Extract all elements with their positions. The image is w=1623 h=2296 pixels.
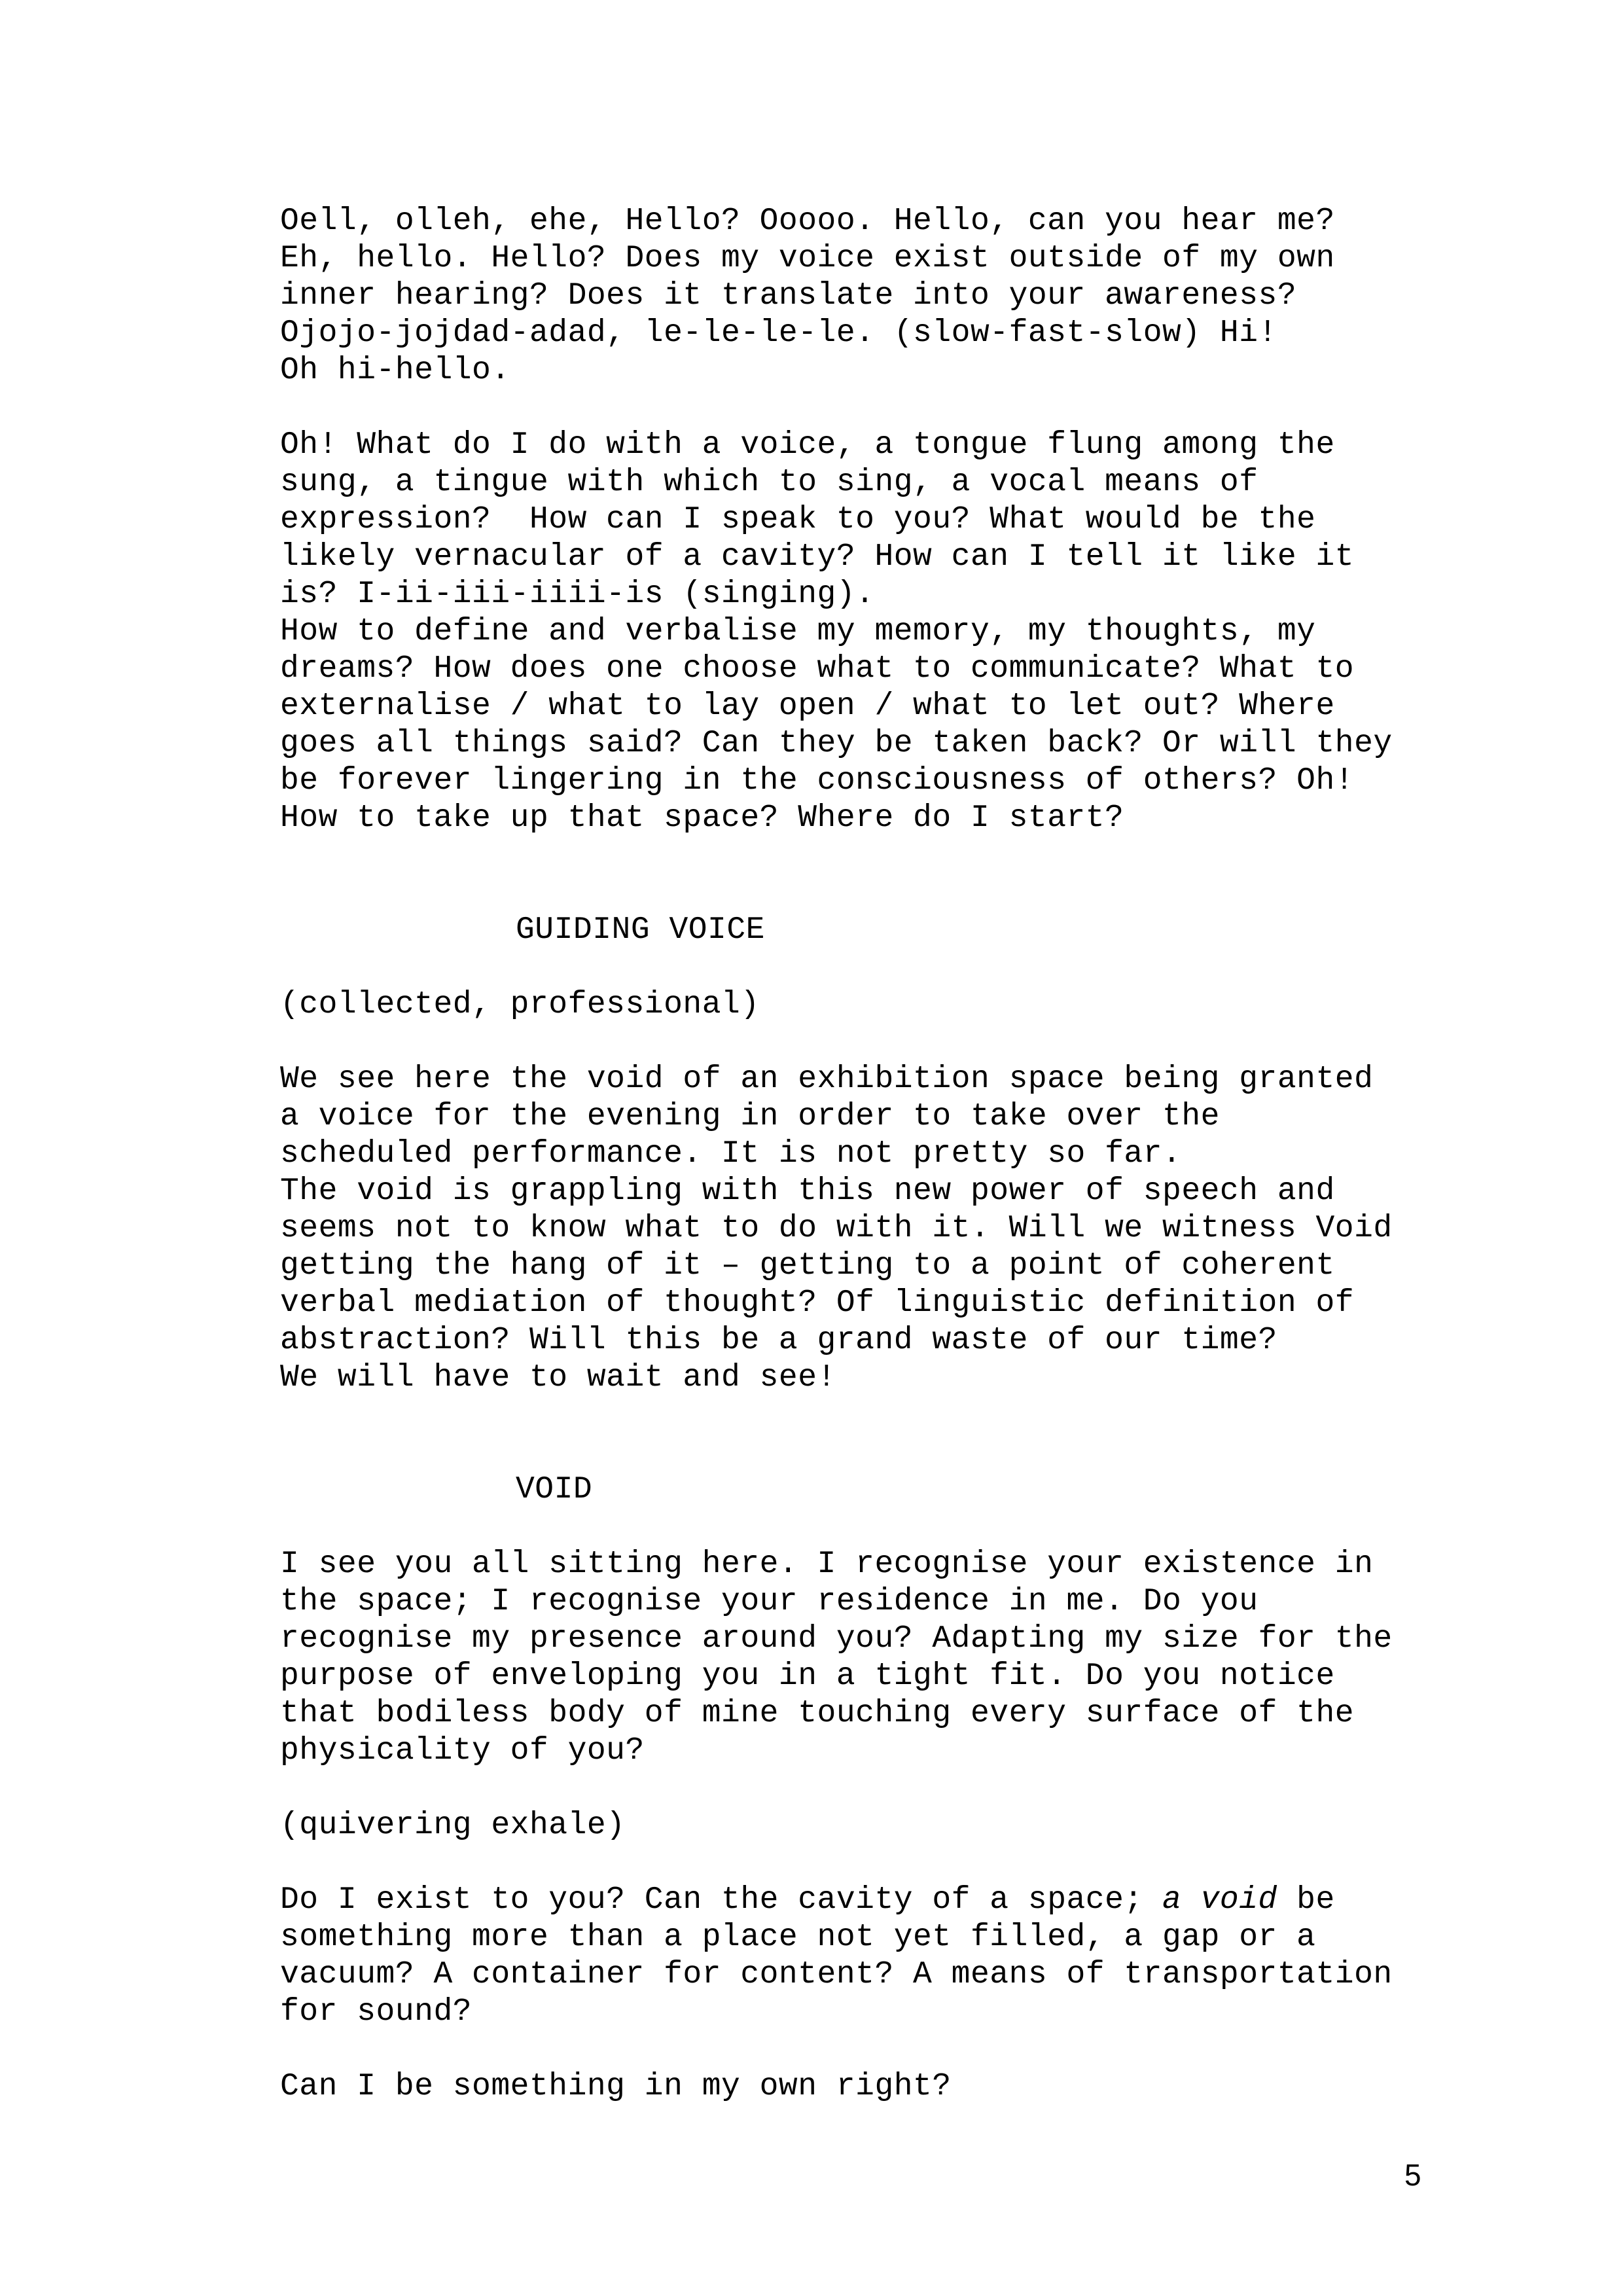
script-line: Oell, olleh, ehe, Hello? Ooooo. Hello, can you hear me?	[280, 204, 1335, 239]
script-line: Ojojo-jojdad-adad, le-le-le-le. (slow-fast-slow) Hi!	[280, 315, 1277, 351]
script-line: be forever lingering in the consciousness of others? Oh!	[280, 763, 1355, 798]
script-line: getting the hang of it – getting to a point of coherent	[280, 1248, 1335, 1283]
script-line: Oh! What do I do with a voice, a tongue flung among the	[280, 427, 1335, 463]
parenthetical-collected-professional	[280, 986, 1393, 1024]
script-line: expression? How can I speak to you? What would be the	[280, 502, 1316, 537]
script-line	[280, 1882, 1393, 1919]
void-presence-speech	[280, 1546, 1393, 1770]
script-line: for sound?	[280, 1994, 473, 2030]
character-heading-void	[280, 1471, 1393, 1509]
script-line: is? I-ii-iii-iiii-is (singing).	[280, 577, 875, 612]
script-line: scheduled performance. It is not pretty so far.	[280, 1136, 1182, 1172]
guiding-voice-speech	[280, 1061, 1393, 1397]
void-existence-speech	[280, 1882, 1393, 2031]
script-line: Can I be something in my own right?	[280, 2069, 952, 2104]
script-line: How to define and verbalise my memory, my thoughts, my	[280, 614, 1316, 649]
script-line: Eh, hello. Hello? Does my voice exist outside of my own	[280, 241, 1335, 276]
character-heading-guiding-voice	[280, 912, 1393, 949]
script-line: (quivering exhale)	[280, 1808, 626, 1843]
parenthetical-quivering-exhale	[280, 1807, 1393, 1844]
plain-text: Do I exist to you? Can the cavity of a space;	[280, 1882, 1163, 1918]
script-line: How to take up that space? Where do I start?	[280, 800, 1124, 836]
script-line: externalise / what to lay open / what to let out? Where	[280, 689, 1335, 724]
script-line: We see here the void of an exhibition space being granted	[280, 1062, 1374, 1097]
script-line: something more than a place not yet filled, a gap or a	[280, 1920, 1316, 1955]
script-line: physicality of you?	[280, 1733, 645, 1768]
script-line: Oh hi-hello.	[280, 353, 510, 388]
script-line: dreams? How does one choose what to communicate? What to	[280, 651, 1355, 687]
script-line: purpose of enveloping you in a tight fit. Do you notice	[280, 1659, 1335, 1694]
script-line: abstraction? Will this be a grand waste of our time?	[280, 1323, 1277, 1358]
script-line: verbal mediation of thought? Of linguistic definition of	[280, 1285, 1355, 1321]
void-final-question	[280, 2068, 1393, 2106]
script-line: We will have to wait and see!	[280, 1360, 836, 1395]
script-line: that bodiless body of mine touching every surface of the	[280, 1696, 1355, 1731]
script-line: recognise my presence around you? Adapting my size for the	[280, 1621, 1393, 1657]
void-opening-speech	[280, 203, 1393, 389]
script-content	[280, 203, 1393, 2106]
script-line: inner hearing? Does it translate into your awareness?	[280, 278, 1297, 314]
script-line: VOID	[516, 1472, 593, 1507]
script-line: GUIDING VOICE	[516, 912, 765, 948]
script-line: The void is grappling with this new power of speech and	[280, 1174, 1335, 1209]
page-number: 5	[1404, 2158, 1421, 2192]
script-line: seems not to know what to do with it. Will we witness Void	[280, 1211, 1393, 1246]
script-line: the space; I recognise your residence in me. Do you	[280, 1584, 1258, 1619]
script-line: vacuum? A container for content? A means of transportation	[280, 1957, 1393, 1992]
script-line: goes all things said? Can they be taken back? Or will they	[280, 726, 1393, 761]
italic-text: a void	[1162, 1882, 1277, 1918]
void-questions-speech	[280, 427, 1393, 837]
script-line: (collected, professional)	[280, 987, 760, 1022]
script-line: a voice for the evening in order to take over the	[280, 1099, 1220, 1134]
script-line: likely vernacular of a cavity? How can I tell it like it	[280, 539, 1355, 575]
plain-text: be	[1277, 1882, 1335, 1918]
script-line: sung, a tingue with which to sing, a vocal means of	[280, 465, 1258, 500]
script-line: I see you all sitting here. I recognise your existence in	[280, 1547, 1374, 1582]
